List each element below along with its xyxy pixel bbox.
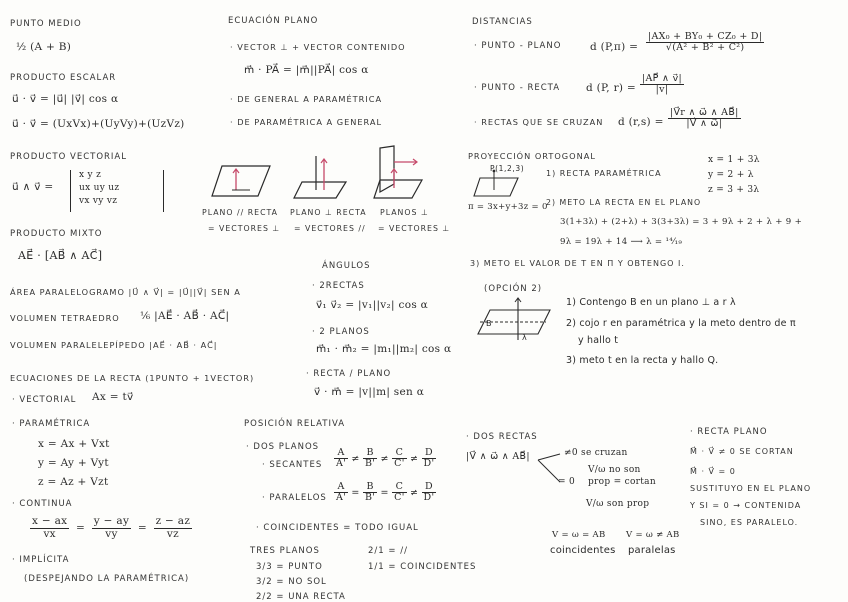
dos-rectas-cruzan: ≠0 se cruzan	[564, 448, 628, 458]
coincidentes-result: coincidentes	[550, 545, 616, 556]
determinant-matrix	[70, 170, 164, 212]
param-z: z = Az + Vzt	[38, 476, 109, 488]
planos-perpendiculares-figure	[372, 144, 428, 202]
area-paralelogramo: ÁREA PARALELOGRAMO |U⃗ ∧ V⃗| = |U⃗||V⃗| SEN Α	[10, 287, 241, 297]
tres-planos-label: TRES PLANOS	[250, 546, 320, 556]
dos-planos-pr-label: · DOS PLANOS	[246, 442, 320, 452]
vector-contenido-line: · VECTOR ⊥ + VECTOR CONTENIDO	[230, 42, 406, 52]
recta-plano-line-2: M⃗ · V⃗ = 0	[690, 467, 736, 476]
volumen-tetraedro-label: VOLUMEN TETRAEDRO	[10, 313, 120, 323]
ecuaciones-recta-title: ECUACIONES DE LA RECTA (1PUNTO + 1VECTOR)	[10, 373, 255, 383]
plano-formula: m⃗ · PA⃗ = |m⃗||PA⃗| cos α	[244, 64, 369, 76]
fig-sublabel-3: = VECTORES ⊥	[378, 224, 451, 233]
volumen-tetraedro-formula: ⅙ |AE⃗ · AB⃗ · AC⃗|	[140, 310, 230, 322]
punto-plano-fraction	[646, 32, 764, 54]
paralelos-formula: $\frac{A}{A'}$ = $\frac{B}{B'}$ = $\frac{C}{C'}$ ≠ $\frac{D}{D'}$	[336, 481, 435, 504]
fig-label-planos-perpendiculares: PLANOS ⊥	[380, 208, 429, 217]
tres-planos-item-5: 1/1 = COINCIDENTES	[368, 562, 477, 572]
dos-rectas-eq0: = 0	[558, 477, 576, 487]
dos-rectas-branch	[536, 452, 564, 500]
recta-plano-line-4: Y SI = 0 → CONTENIDA	[690, 501, 802, 510]
continua-frac-x: $\frac{x - ax}{vx}$	[32, 515, 68, 540]
paralelos-frac-d: $\frac{D}{D'}$	[423, 481, 435, 504]
tres-planos-item-4: 2/1 = //	[368, 546, 408, 556]
tres-planos-item-3: 2/2 = UNA RECTA	[256, 592, 346, 602]
punto-recta-lhs: d (P, r) =	[586, 82, 637, 94]
proyeccion-param-x: x = 1 + 3λ	[708, 155, 760, 165]
punto-plano-den: √(A² + B² + C²)	[665, 42, 745, 54]
rectas-cruzan-lhs: d (r,s) =	[618, 116, 664, 128]
fig-sublabel-2: = VECTORES //	[294, 224, 366, 233]
proyeccion-param-z: z = 3 + 3λ	[708, 185, 760, 195]
secantes-formula: $\frac{A}{A'}$ ≠ $\frac{B}{B'}$ ≠ $\frac{C}{C'}$ ≠ $\frac{D}{D'}$	[336, 447, 435, 470]
opcion-2-step2: 2) cojo r en paramétrica y la meto dentro de π	[566, 318, 796, 329]
punto-medio-title: PUNTO MEDIO	[10, 19, 82, 29]
proyeccion-eq2: 9λ = 19λ + 14 ⟶ λ = ¹⁴⁄₁₉	[560, 237, 683, 247]
dos-planos-angulo-label: · 2 PLANOS	[312, 327, 370, 337]
recta-plano-line-3: SUSTITUYO EN EL PLANO	[690, 484, 812, 493]
escalar-formula-1: u⃗ · v⃗ = |u⃗| |v⃗| cos α	[12, 93, 119, 105]
param-y: y = Ay + Vyt	[38, 457, 109, 469]
proyeccion-step1: 1) RECTA PARAMÉTRICA	[546, 169, 662, 178]
vw-son-prop: V/ω son prop	[586, 499, 650, 509]
punto-plano-num: |AX₀ + BY₀ + CZ₀ + D|	[648, 31, 763, 42]
vectorial-label: · VECTORIAL	[12, 395, 77, 405]
continua-label: · CONTINUA	[12, 499, 73, 509]
secantes-frac-c: $\frac{C}{C'}$	[394, 447, 405, 470]
paralelos-frac-b: $\frac{B}{B'}$	[365, 481, 376, 504]
proyeccion-plane: π = 3x+y+3z = 0	[468, 202, 548, 212]
opcion-2-step3: 3) meto t en la recta y hallo Q.	[566, 355, 719, 366]
recta-plano-formula: v⃗ · m⃗ = |v||m| sen α	[314, 386, 425, 398]
paralelos-frac-a: $\frac{A}{A'}$	[336, 481, 347, 504]
tres-planos-item-1: 3/3 = PUNTO	[256, 562, 323, 572]
opcion-2-label: (OPCIÓN 2)	[484, 284, 543, 294]
paralelos-frac-c: $\frac{C}{C'}$	[394, 481, 405, 504]
dos-rectas-label: · 2RECTAS	[312, 281, 365, 291]
proyeccion-param-y: y = 2 + λ	[708, 170, 754, 180]
opcion-2-figure	[476, 296, 552, 344]
paralelas-result: paralelas	[628, 545, 676, 556]
recta-plano-title: · RECTA PLANO	[690, 427, 768, 437]
fig-sublabel-1: = VECTORES ⊥	[208, 224, 281, 233]
proyeccion-step3: 3) METO EL VALOR DE T EN Π Y OBTENGO I.	[470, 259, 685, 268]
recta-plano-line-1: M⃗ · V⃗ ≠ 0 SE CORTAN	[690, 447, 794, 456]
fig-label-plano-paralelo: PLANO // RECTA	[202, 208, 279, 217]
rectas-cruzan-den: |V⃗ ∧ ω⃗|	[686, 118, 723, 130]
tres-planos-item-2: 3/2 = NO SOL	[256, 577, 327, 587]
continua-frac-z: $\frac{z - az}{vz}$	[155, 515, 191, 540]
continua-formula: $\frac{x - ax}{vx}$ = $\frac{y - ay}{vy}$ = $\frac{z - az}{vz}$	[32, 515, 191, 540]
rectas-cruzan-label: · RECTAS QUE SE CRUZAN	[474, 117, 604, 127]
svg-text:λ: λ	[522, 333, 527, 342]
opcion-2-step1: 1) Contengo B en un plano ⊥ a r λ	[566, 297, 736, 308]
producto-mixto-title: PRODUCTO MIXTO	[10, 229, 103, 239]
rectas-cruzan-num: |V⃗r ∧ ω⃗ ∧ AB⃗|	[670, 107, 739, 118]
dos-rectas-title: · DOS RECTAS	[466, 432, 538, 442]
vectorial-formula: Ax = tv⃗	[92, 391, 134, 403]
rectas-cruzan-fraction	[668, 108, 741, 130]
secantes-label: · SECANTES	[262, 460, 323, 470]
secantes-frac-a: $\frac{A}{A'}$	[336, 447, 347, 470]
proyeccion-point: P(1,2,3)	[490, 164, 525, 173]
det-row-1: x y z	[79, 170, 102, 180]
paralelas-cond: V = ω ≠ AB	[626, 530, 680, 540]
punto-plano-lhs: d (P,π) =	[590, 41, 639, 53]
plano-paralelo-recta-figure	[210, 160, 272, 202]
param-x: x = Ax + Vxt	[38, 438, 110, 450]
recta-plano-line-5: SINO, ES PARALELO.	[700, 518, 799, 527]
plano-perpendicular-recta-figure	[292, 152, 348, 202]
producto-escalar-title: PRODUCTO ESCALAR	[10, 73, 117, 83]
escalar-formula-2: u⃗ · v⃗ = (UxVx)+(UyVy)+(UzVz)	[12, 118, 185, 130]
secantes-frac-d: $\frac{D}{D'}$	[423, 447, 435, 470]
posicion-relativa-title: POSICIÓN RELATIVA	[244, 419, 346, 429]
vw-no-son: V/ω no son	[588, 465, 641, 475]
punto-medio-formula: ½ (A + B)	[16, 41, 72, 53]
coincidentes-cond: V = ω = AB	[552, 530, 606, 540]
punto-recta-fraction	[640, 74, 684, 96]
implicita-label: · IMPLÍCITA	[12, 555, 70, 565]
producto-vectorial-title: PRODUCTO VECTORIAL	[10, 152, 127, 162]
vectorial-lhs: u⃗ ∧ v⃗ =	[12, 181, 54, 193]
coincidentes-label: · COINCIDENTES = TODO IGUAL	[256, 523, 419, 533]
punto-recta-label: · PUNTO - RECTA	[474, 83, 561, 93]
opcion-2-step2b: y hallo t	[578, 335, 619, 346]
general-a-parametrica: · DE GENERAL A PARAMÉTRICA	[230, 94, 383, 104]
svg-text:B: B	[486, 319, 492, 328]
punto-plano-label: · PUNTO - PLANO	[474, 41, 562, 51]
proyeccion-eq1: 3(1+3λ) + (2+λ) + 3(3+3λ) = 3 + 9λ + 2 + λ + 9 +	[560, 217, 803, 227]
distancias-title: DISTANCIAS	[472, 17, 533, 27]
dos-rectas-formula: v⃗₁ v⃗₂ = |v₁||v₂| cos α	[316, 299, 429, 311]
punto-recta-den: |v|	[655, 84, 669, 96]
volumen-paralelepipedo: VOLUMEN PARALELEPÍPEDO |AE⃗ · AB⃗ · AC⃗|	[10, 340, 218, 350]
paralelos-label: · PARALELOS	[262, 493, 327, 503]
proyeccion-title: PROYECCIÓN ORTOGONAL	[468, 151, 596, 161]
punto-recta-num: |AP⃗ ∧ v⃗|	[642, 73, 683, 84]
parametrica-a-general: · DE PARAMÉTRICA A GENERAL	[230, 117, 383, 127]
continua-frac-y: $\frac{y - ay}{vy}$	[93, 515, 130, 540]
angulos-title: ÁNGULOS	[322, 261, 371, 271]
implicita-note: (DESPEJANDO LA PARAMÉTRICA)	[24, 574, 190, 584]
ecuacion-plano-title: ECUACIÓN PLANO	[228, 16, 319, 26]
proyeccion-step2: 2) METO LA RECTA EN EL PLANO	[546, 198, 702, 207]
dos-rectas-expr: |V⃗ ∧ ω⃗ ∧ AB⃗|	[466, 451, 530, 462]
fig-label-plano-perpendicular: PLANO ⊥ RECTA	[290, 208, 367, 217]
secantes-frac-b: $\frac{B}{B'}$	[365, 447, 376, 470]
det-row-3: vx vy vz	[79, 196, 118, 206]
det-row-2: ux uy uz	[79, 183, 120, 193]
prop-cortan: prop = cortan	[588, 477, 656, 487]
recta-plano-angulo-label: · RECTA / PLANO	[306, 369, 392, 379]
parametrica-label: · PARAMÉTRICA	[12, 419, 91, 429]
dos-planos-formula: m⃗₁ · m⃗₂ = |m₁||m₂| cos α	[316, 343, 452, 355]
mixto-formula: AE⃗ · [AB⃗ ∧ AC⃗]	[18, 249, 103, 262]
